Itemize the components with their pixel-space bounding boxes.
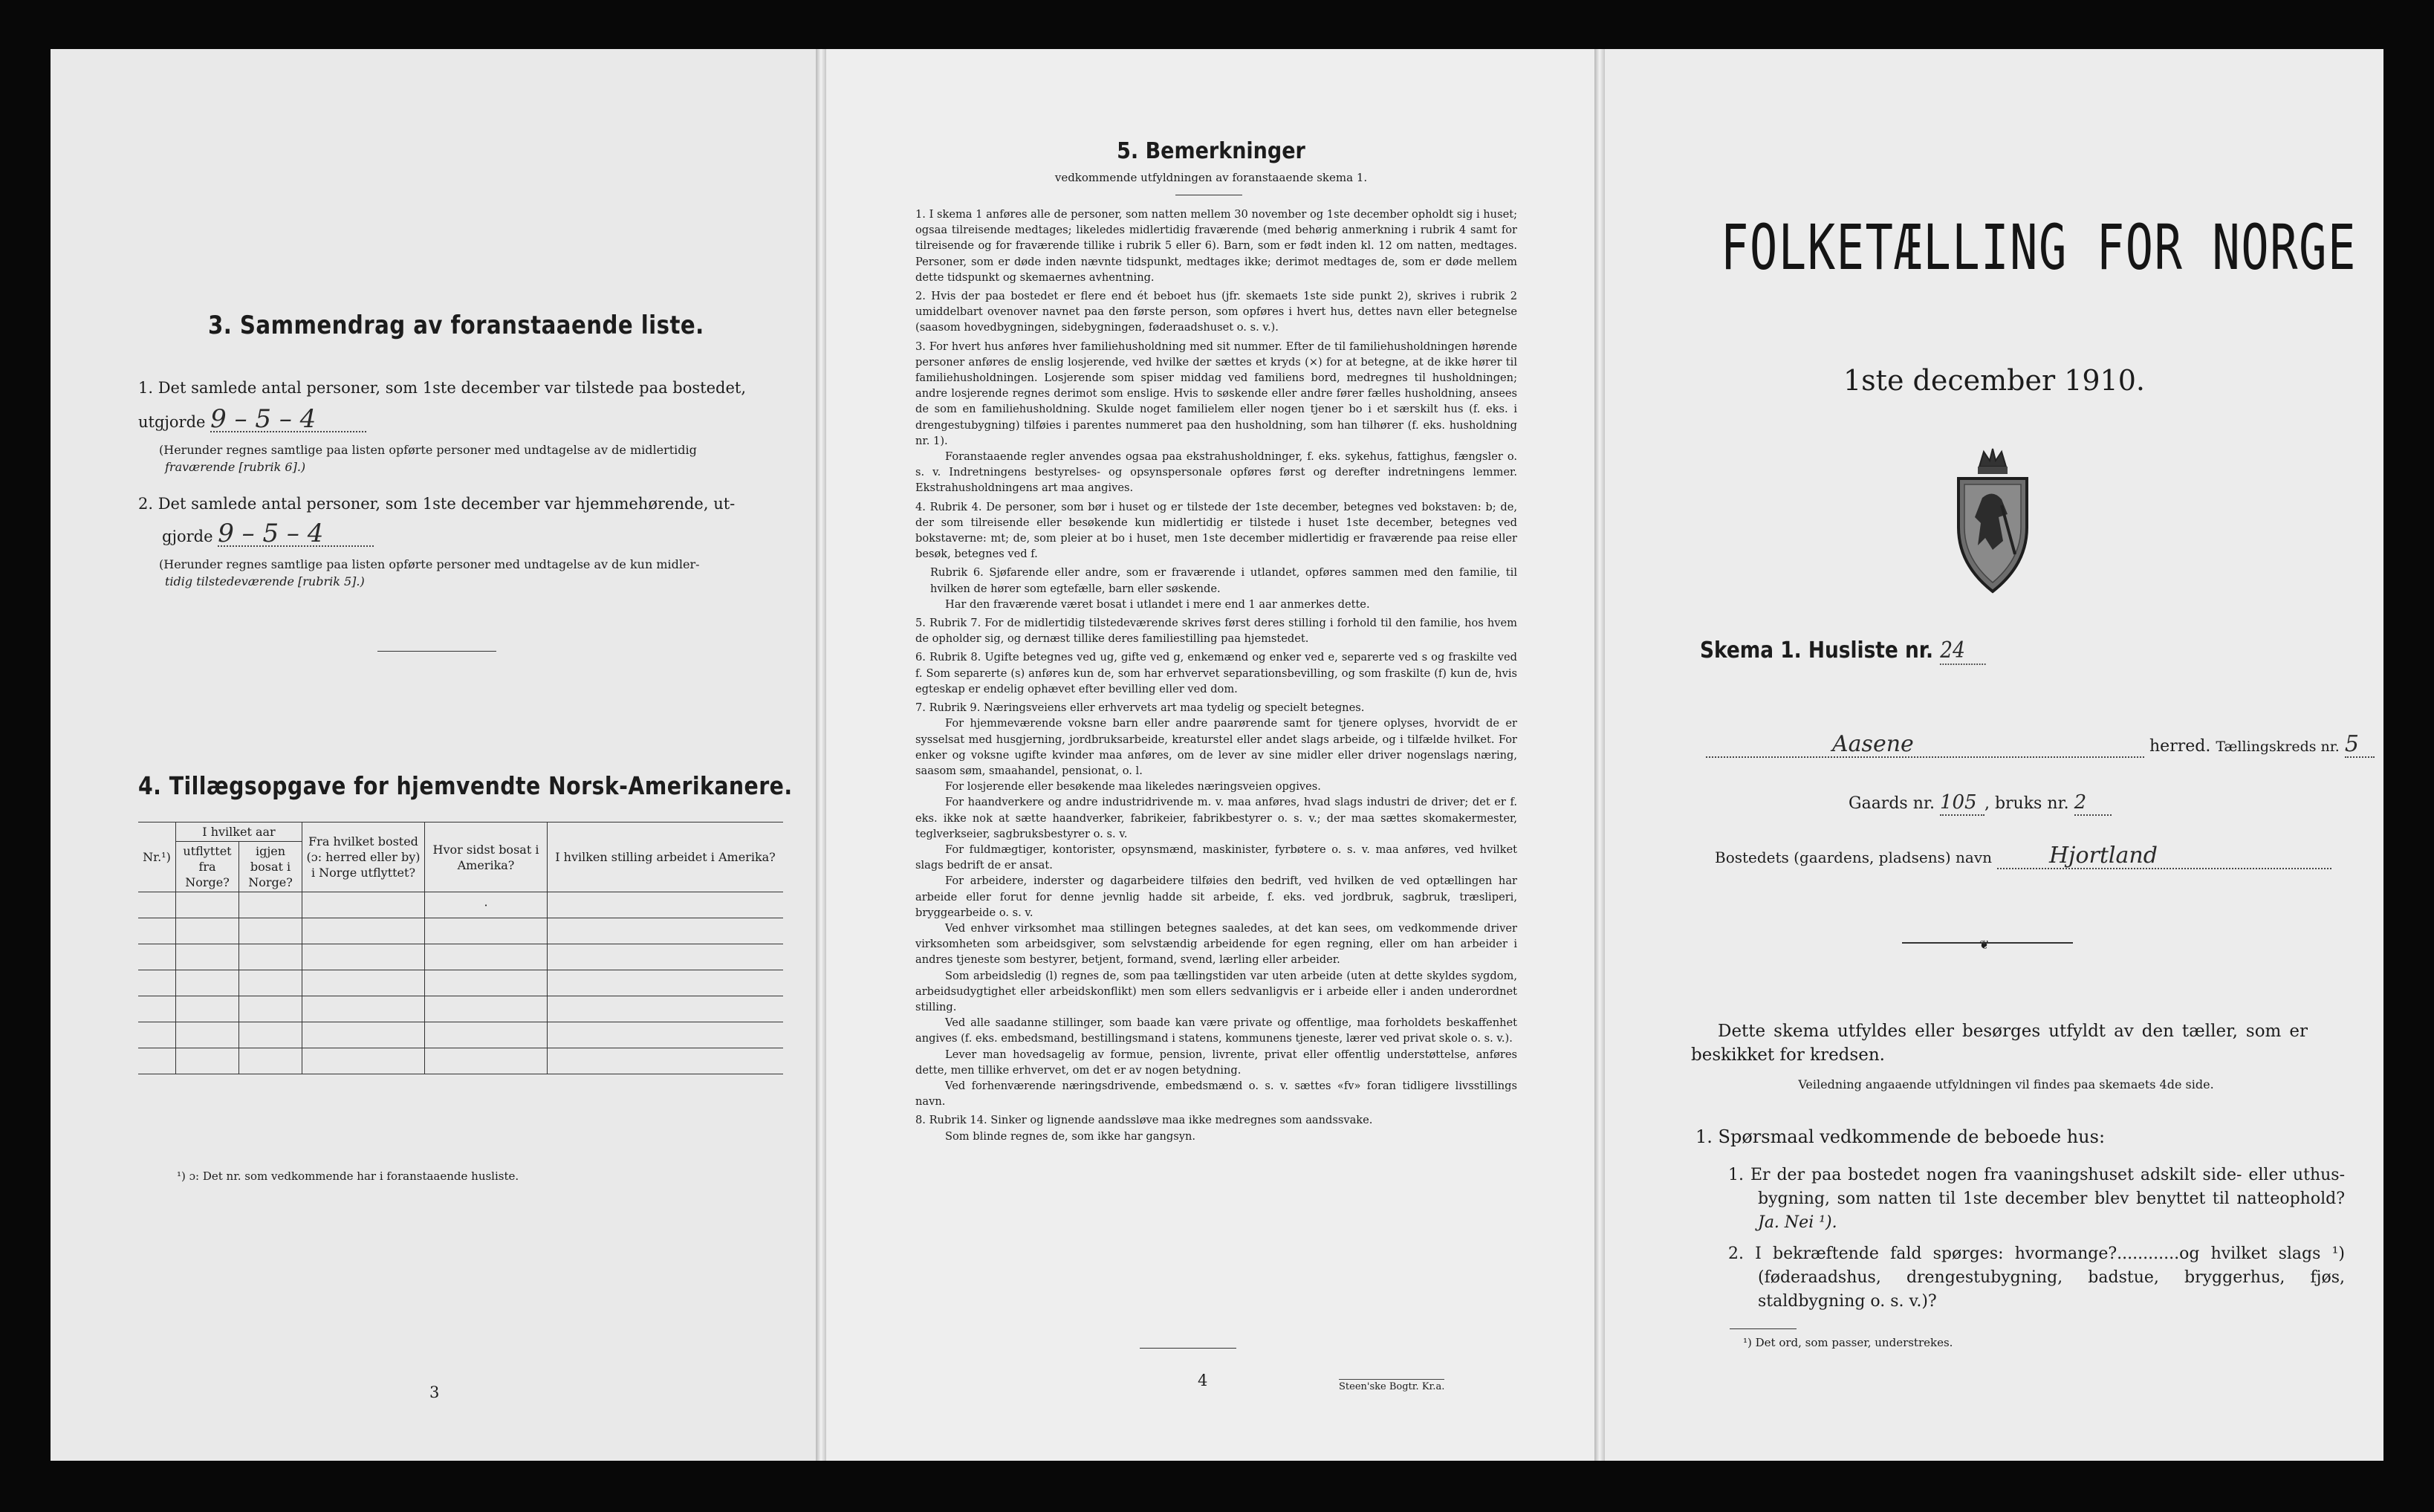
page-3 [51, 49, 816, 1461]
census-date: 1ste december 1910. [1843, 364, 2145, 397]
utgjorde-label: utgjorde [138, 413, 206, 431]
col-nr: Nr.¹) [138, 822, 176, 892]
skema-label: Skema 1. Husliste nr. [1700, 637, 1934, 663]
table-row: · [138, 892, 783, 918]
remark-paragraph: For haandverkere og andre industridrivende m. v. maa anføres, hvad slags industri de driver; det er f. eks. ikke nok at sætte haandverker, fabrikeier, fabrikbestyrer o. s. v.; der maa sættes skomakermester, teglverkseier, sagbruksbestyrer o. s. v. [915, 796, 1517, 840]
census-title: FOLKETÆLLING FOR NORGE [1721, 211, 2357, 284]
remark-paragraph: 8. Rubrik 14. Sinker og lignende aandssløve maa ikke medregnes som aandssvake. [915, 1114, 1373, 1127]
question-1-answer: Ja. Nei ¹). [1758, 1213, 1837, 1232]
page-fold [1594, 49, 1605, 1461]
herred-line [1706, 733, 2382, 759]
herred-label: herred. [2149, 737, 2211, 756]
note-line: fraværende [rubrik 6].) [165, 460, 306, 474]
remark-paragraph: Lever man hovedsagelig av formue, pension, livrente, privat eller offentlig understøttelse, anføres dette, men tillike erhvervet, om det er av nogen betydning. [915, 1048, 1517, 1077]
taellingskreds-label: Tællingskreds nr. [2216, 739, 2340, 755]
remark-paragraph: Ved alle saadanne stillinger, som baade kan være private og offentlige, maa forholdets beskaffenhet angives (f. eks. embedsmand, bestillingsmand i statens, kommunens tjeneste, lærer ved privat skole o. s. v.). [915, 1016, 1517, 1045]
table-row [138, 1048, 783, 1074]
question-1-text: 1. Er der paa bostedet nogen fra vaaningshuset adskilt side- eller uthus-bygning, som natten til 1ste december blev benyttet til natteophold? [1728, 1166, 2345, 1208]
summary-item-1 [138, 376, 792, 400]
remark-paragraph: Har den fraværende været bosat i utlandet i mere end 1 aar anmerkes dette. [945, 597, 1370, 611]
remark-paragraph: For hjemmeværende voksne barn eller andre paarørende samt for tjenere oplyses, hvorvidt de er sysselsat med husgjerning, jordbruksarbeide, kreaturstel eller andet slags arbeide, og i tilfælde hvilket. For enker og voksne ugifte kvinder maa anføres, om de lever av sine midler eller driver nogenslags næring, saasom søm, smaahandel, pensionat, o. l. [915, 717, 1517, 777]
bruks-nr-label: bruks nr. [1994, 794, 2069, 813]
summary-item-2-text: 2. Det samlede antal personer, som 1ste december var hjemmehørende, ut- [138, 495, 736, 513]
remark-paragraph: Som blinde regnes de, som ikke har gangsyn. [945, 1129, 1195, 1143]
summary-item-2 [138, 492, 792, 516]
summary-item-1-note [159, 441, 798, 476]
bruks-nr-handwritten: 2 [2074, 791, 2112, 816]
remark-paragraph: 5. Rubrik 7. For de midlertidig tilstedeværende skrives først deres stilling i forhold til den familie, hos hvem de opholder sig, og dernæst tillike deres familiestilling paa hjemstedet. [915, 617, 1517, 646]
skema-line [1700, 637, 1986, 665]
page-fold [816, 49, 826, 1461]
gjorde-label: gjorde [162, 528, 213, 545]
taellingskreds-nr-handwritten: 5 [2345, 733, 2375, 758]
table-row [138, 970, 783, 996]
remarks-list [915, 207, 1517, 1144]
col-fra-bosted: Fra hvilket bosted (ɔ: herred eller by) i Norge utflyttet? [302, 822, 425, 892]
instructions-text: Dette skema utfyldes eller besørges utfyldt av den tæller, som er beskikket for kredsen. [1691, 1022, 2308, 1065]
summary-item-2-note [159, 556, 798, 590]
separator [1140, 1348, 1236, 1349]
remarks-subheading: vedkommende utfyldningen av foranstaaende skema 1. [1054, 171, 1368, 184]
remark-paragraph: Ved forhenværende næringsdrivende, embedsmænd o. s. v. sættes «fv» foran tidligere livsstillings navn. [915, 1079, 1517, 1109]
note-line: (Herunder regnes samtlige paa listen opførte personer med undtagelse av de kun midler- [159, 557, 700, 571]
ornament-icon: ❦ [1979, 938, 1990, 952]
bosted-line [1715, 844, 2331, 870]
note-line: (Herunder regnes samtlige paa listen opførte personer med undtagelse av de midlertidig [159, 443, 697, 457]
note-line: tidig tilstedeværende [rubrik 5].) [165, 574, 365, 588]
norsk-amerikanere-table [138, 822, 783, 1074]
bosted-label: Bostedets (gaardens, pladsens) navn [1715, 849, 1992, 866]
col-stilling: I hvilken stilling arbeidet i Amerika? [548, 822, 784, 892]
herred-handwritten: Aasene [1706, 733, 2144, 758]
page-number: 3 [429, 1383, 440, 1401]
remarks-heading: 5. Bemerkninger [1117, 138, 1305, 164]
gaards-nr-label: Gaards nr. [1849, 794, 1935, 813]
remark-paragraph: For fuldmægtiger, kontorister, opsynsmænd, maskinister, fyrbøtere o. s. v. maa anføres, ved hvilket slags bedrift de er ansat. [915, 843, 1517, 872]
table-footnote: ¹) ɔ: Det nr. som vedkommende har i foranstaaende husliste. [177, 1169, 519, 1183]
remark-paragraph: Ved enhver virksomhet maa stillingen betegnes saaledes, at det kan sees, om vedkommende driver virksomheten som arbeidsgiver, som selvstændig arbeidende for egen regning, eller om han arbeider i andres tjeneste som bestyrer, betjent, formand, svend, lærling eller arbeider. [915, 921, 1517, 967]
separator [1730, 1328, 1797, 1329]
table-row [138, 1022, 783, 1048]
col-utflyttet: utflyttet fra Norge? [176, 842, 239, 892]
summary-item-2-value-row [162, 519, 459, 548]
bosted-handwritten: Hjortland [1997, 844, 2331, 869]
remark-paragraph: 2. Hvis der paa bostedet er flere end ét beboet hus (jfr. skemaets 1ste side punkt 2), skrives i rubrik 2 umiddelbart ovenover navnet paa den første person, som opføres i hvert hus, dettes navn eller betegnelse (saasom hovedbygningen, sidebygningen, føderaadshuset o. s. v.). [915, 290, 1517, 334]
husliste-nr-handwritten: 24 [1940, 637, 1986, 665]
page-1 [1605, 49, 2383, 1461]
question-2: 2. I bekræftende fald spørges: hvormange?............og hvilket slags ¹) (føderaadshus, drengestubygning, badstue, bryggerhus, fjøs, staldbygning o. s. v.)? [1728, 1245, 2345, 1311]
summary-item-1-text: 1. Det samlede antal personer, som 1ste december var tilstede paa bostedet, [138, 379, 747, 397]
remark-paragraph: Rubrik 6. Sjøfarende eller andre, som er fraværende i utlandet, opføres sammen med den familie, til hvilken de hører som egtefælle, barn eller søskende. [930, 566, 1517, 595]
present-count-handwritten: 9 – 5 – 4 [210, 407, 366, 432]
gaards-nr-handwritten: 105 [1940, 791, 1984, 816]
remark-paragraph: For losjerende eller besøkende maa likeledes næringsveien opgives. [945, 780, 1321, 794]
page-4 [826, 49, 1596, 1461]
page-number: 4 [1198, 1372, 1208, 1389]
col-igjen-bosat: igjen bosat i Norge? [239, 842, 302, 892]
col-hvor-bosat: Hvor sidst bosat i Amerika? [425, 822, 548, 892]
table-row [138, 944, 783, 970]
table-row [138, 996, 783, 1022]
remark-paragraph: Foranstaaende regler anvendes ogsaa paa ekstrahusholdninger, f. eks. sykehus, fattighus, fængsler o. s. v. Indretningens bestyrelses- og opsynspersonale opføres først og derefter indretningens lemmer. Ekstrahusholdningens art maa angives. [915, 450, 1517, 495]
question-heading: 1. Spørsmaal vedkommende de beboede hus: [1695, 1126, 2106, 1147]
table-row [138, 918, 783, 944]
summary-item-1-value-row [138, 404, 435, 434]
remark-paragraph: 6. Rubrik 8. Ugifte betegnes ved ug, gifte ved g, enkemænd og enker ved e, separerte ved s og fraskilte ved f. Som separerte (s) anføres kun de, som har erhvervet separationsbevilling, og som fraskilte (f) kun de, hvis egteskap er endelig ophævet efter bevilling eller ved dom. [915, 651, 1517, 695]
remark-paragraph: Som arbeidsledig (l) regnes de, som paa tællingstiden var uten arbeide (uten at dette skyldes sygdom, arbeidsudygtighet eller arbeidskonflikt) men som ellers sedvanligvis er i arbeide eller i anden underordnet stilling. [915, 969, 1517, 1013]
section-4-heading: 4. Tillægsopgave for hjemvendte Norsk-Amerikanere. [138, 771, 793, 800]
gaard-line: Gaards nr. 105 , bruks nr. 2 [1849, 791, 2112, 816]
instructions-note: Veiledning angaaende utfyldningen vil findes paa skemaets 4de side. [1798, 1077, 2214, 1091]
right-footnote: ¹) Det ord, som passer, understrekes. [1743, 1336, 1953, 1349]
question-1 [1728, 1164, 2345, 1235]
remark-paragraph: 3. For hvert hus anføres hver familiehusholdning med sit nummer. Efter de til familiehusholdningen hørende personer anføres de enslig losjerende, ved hvilke der sættes et kryds (×) for at betegne, at de ikke hører til familiehusholdningen. Losjerende som spiser middag ved familiens bord, medregnes til husholdningen; andre losjerende regnes derimot som enslige. Hvis to søskende eller andre fører fælles husholdning, ansees de som en familiehusholdning. Skulde noget familielem eller nogen tjener bo i et særskilt hus (f. eks. i drengestubygning) tilføies i parentes nummeret paa den husholdning, som han tilhører (f. eks. husholdning nr. 1). [915, 340, 1517, 447]
remark-paragraph: 4. Rubrik 4. De personer, som bør i huset og er tilstede der 1ste december, betegnes ved bokstaven: b; de, der som tilreisende eller besøkende kun midlertidig er tilstede i huset 1ste december, betegnes ved bokstaverne: mt; de, som pleier at bo i huset, men 1ste december midlertidig er fraværende paa reise eller besøk, betegnes ved f. [915, 500, 1517, 561]
section-3-heading: 3. Sammendrag av foranstaaende liste. [208, 311, 704, 340]
col-group-year: I hvilket aar [176, 822, 302, 842]
coat-of-arms-icon [1948, 446, 2037, 594]
remark-paragraph: For arbeidere, inderster og dagarbeidere tilføies den bedrift, ved hvilken de ved optællingen har arbeide eller forut for denne jevnlig hadde sit arbeide, f. eks. ved jordbruk, sagbruk, træsliperi, bryggearbeide o. s. v. [915, 875, 1517, 919]
remark-paragraph: 1. I skema 1 anføres alle de personer, som natten mellem 30 november og 1ste december opholdt sig i huset; ogsaa tilreisende medtages; likeledes midlertidig fraværende (med behørig anmerkning i rubrik 4 samt for tilreisende og for fraværende tillike i rubrik 5 eller 6). Barn, som er født inden kl. 12 om natten, medtages. Personer, som er døde inden nævnte tidspunkt, medtages ikke; derimot medtages de, som er døde mellem dette tidspunkt og skemaernes avhentning. [915, 208, 1517, 284]
printer-imprint: Steen'ske Bogtr. Kr.a. [1339, 1379, 1444, 1392]
resident-count-handwritten: 9 – 5 – 4 [218, 522, 374, 547]
separator [377, 651, 496, 652]
remark-paragraph: 7. Rubrik 9. Næringsveiens eller erhvervets art maa tydelig og specielt betegnes. [915, 701, 1365, 715]
